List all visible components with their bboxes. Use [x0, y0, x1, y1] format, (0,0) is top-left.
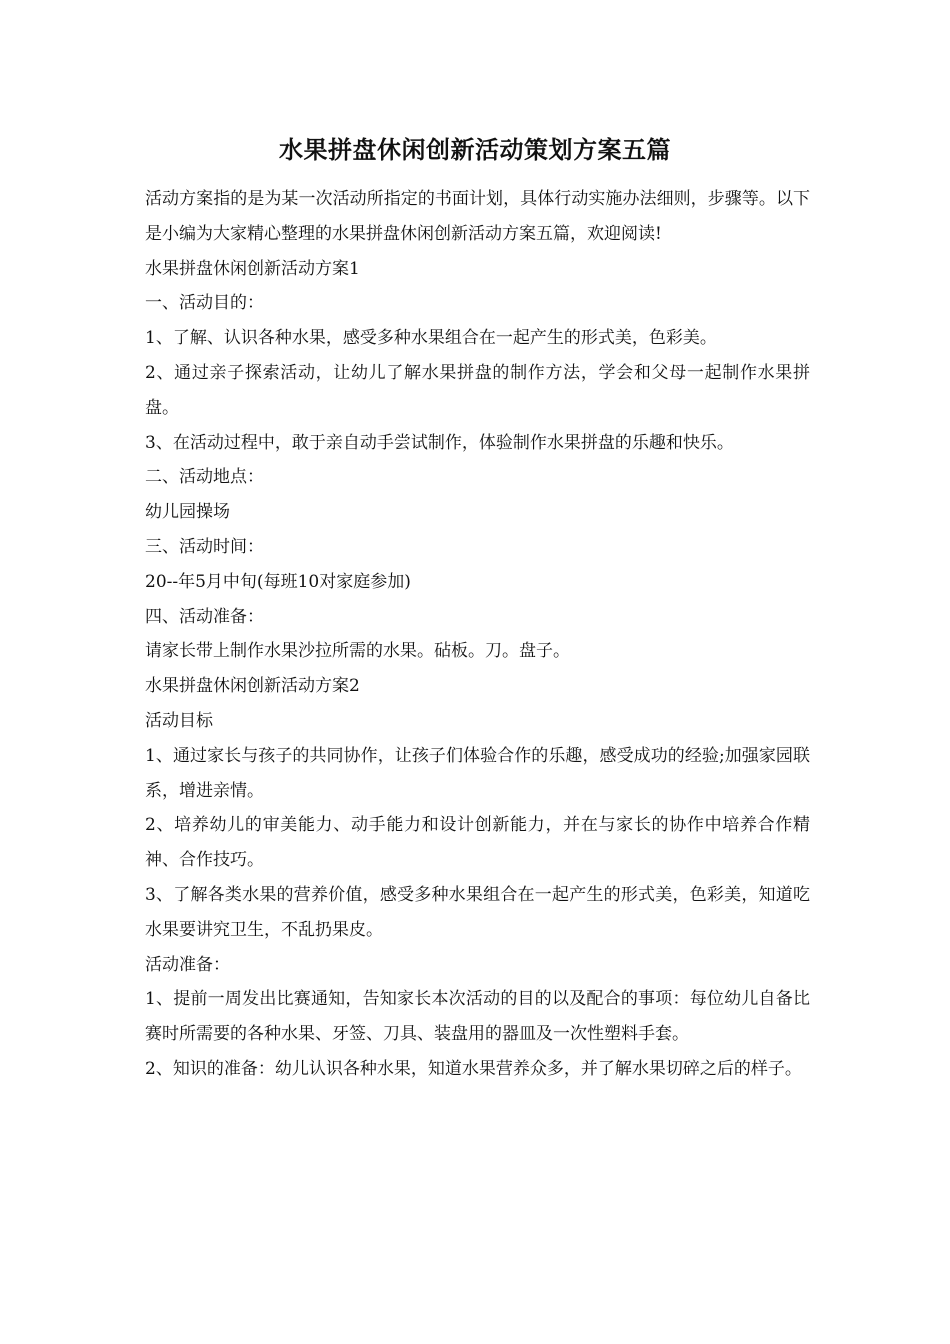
document-title: 水果拼盘休闲创新活动策划方案五篇: [279, 135, 671, 164]
subheading-time: 三、活动时间：: [145, 536, 264, 557]
subheading-activity-preparation: 活动准备：: [145, 954, 230, 975]
document-body: [145, 182, 810, 1087]
list-item: 1、了解、认识各种水果，感受多种水果组合在一起产生的形式美，色彩美。: [145, 328, 717, 349]
section-heading-plan-2: 水果拼盘休闲创新活动方案2: [145, 676, 360, 697]
list-item: 2、通过亲子探索活动，让幼儿了解水果拼盘的制作方法，学会和父母一起制作水果拼盘。: [145, 362, 810, 418]
list-item: 3、了解各类水果的营养价值，感受多种水果组合在一起产生的形式美，色彩美，知道吃水果要讲究卫生，不乱扔果皮。: [145, 884, 810, 940]
subheading-purpose: 一、活动目的：: [145, 293, 264, 314]
section-heading-plan-1: 水果拼盘休闲创新活动方案1: [145, 258, 360, 279]
subheading-goals: 活动目标: [145, 710, 213, 731]
list-item: 2、培养幼儿的审美能力、动手能力和设计创新能力，并在与家长的协作中培养合作精神、合作技巧。: [145, 815, 810, 871]
subheading-location: 二、活动地点：: [145, 467, 264, 488]
list-item: 3、在活动过程中，敢于亲自动手尝试制作，体验制作水果拼盘的乐趣和快乐。: [145, 432, 734, 453]
location-text: 幼儿园操场: [145, 502, 230, 523]
list-item: 2、知识的准备：幼儿认识各种水果，知道水果营养众多，并了解水果切碎之后的样子。: [145, 1058, 802, 1079]
subheading-preparation: 四、活动准备：: [145, 606, 264, 627]
intro-paragraph: 活动方案指的是为某一次活动所指定的书面计划，具体行动实施办法细则，步骤等。以下是小编为大家精心整理的水果拼盘休闲创新活动方案五篇，欢迎阅读!: [145, 189, 810, 244]
time-text: 20--年5月中旬(每班10对家庭参加): [145, 571, 411, 592]
preparation-text: 请家长带上制作水果沙拉所需的水果。砧板。刀。盘子。: [145, 641, 570, 662]
list-item: 1、提前一周发出比赛通知，告知家长本次活动的目的以及配合的事项：每位幼儿自备比赛时所需要的各种水果、牙签、刀具、装盘用的器皿及一次性塑料手套。: [145, 989, 810, 1045]
list-item: 1、通过家长与孩子的共同协作，让孩子们体验合作的乐趣，感受成功的经验;加强家园联系，增进亲情。: [145, 745, 810, 801]
